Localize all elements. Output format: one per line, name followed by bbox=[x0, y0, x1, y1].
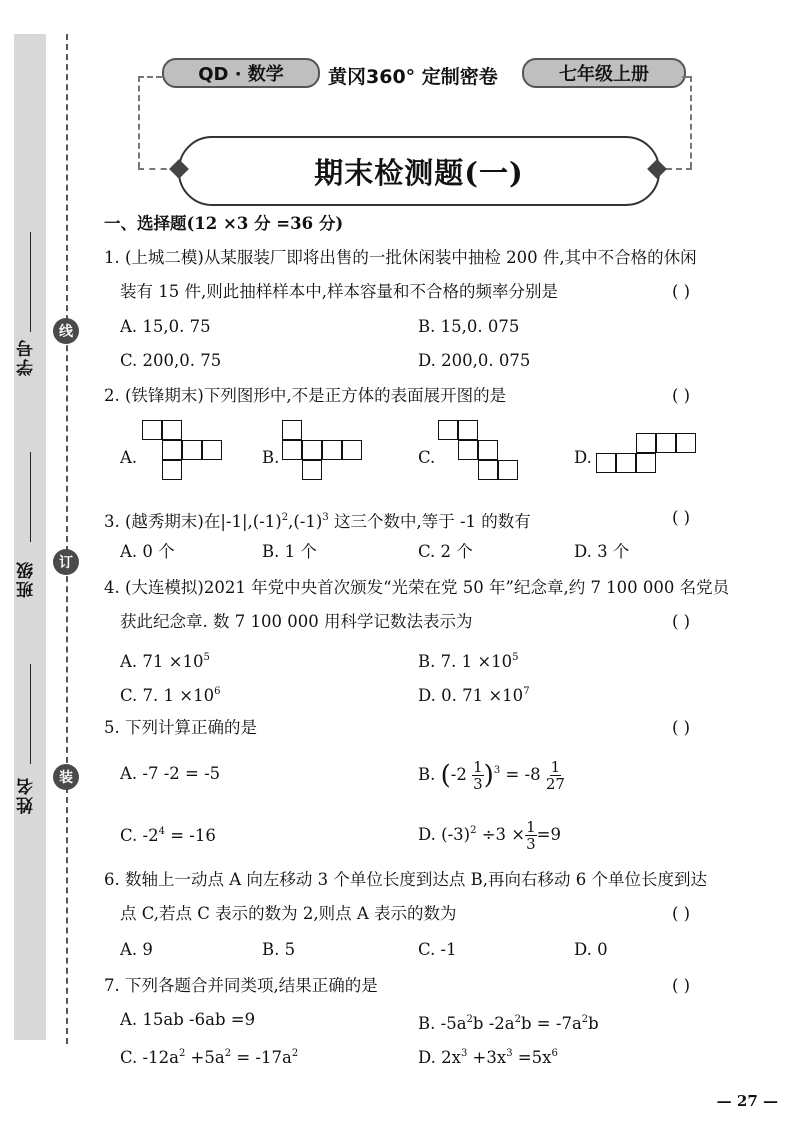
q2-option-a[interactable]: A. bbox=[120, 448, 138, 467]
q6-option-b[interactable]: B. 5 bbox=[262, 940, 296, 959]
header-series: 黄冈360° 定制密卷 bbox=[328, 66, 498, 88]
q1-option-a[interactable]: A. 15,0. 75 bbox=[120, 317, 211, 336]
class-line bbox=[30, 452, 31, 542]
q6-stem-line1: 6. 数轴上一动点 A 向左移动 3 个单位长度到达点 B,再向右移动 6 个单位长度到达 bbox=[104, 870, 707, 889]
q3-answer-paren[interactable]: ( ) bbox=[672, 508, 691, 527]
q5-option-b[interactable]: B. (-2 $\frac{1}{3}$ )$^3$ = -8 $\frac{1}{27}$ bbox=[418, 758, 565, 793]
q6-answer-paren[interactable]: ( ) bbox=[672, 904, 691, 923]
page-number: — 27 — bbox=[716, 1092, 778, 1110]
q5-option-a[interactable]: A. -7 -2 = -5 bbox=[120, 764, 221, 783]
q7-option-a[interactable]: A. 15ab -6ab =9 bbox=[120, 1010, 256, 1029]
q1-answer-paren[interactable]: ( ) bbox=[672, 282, 691, 301]
q7-answer-paren[interactable]: ( ) bbox=[672, 976, 691, 995]
q5-option-c[interactable]: C. $-2^4 = -16$ bbox=[120, 826, 216, 845]
q2-option-d[interactable]: D. bbox=[574, 448, 592, 467]
q3-option-c[interactable]: C. 2 个 bbox=[418, 542, 473, 561]
q7-option-c[interactable]: C. $-12a^2 +5a^2 = -17a^2$ bbox=[120, 1048, 299, 1067]
mark-line: 线 bbox=[53, 318, 79, 344]
q4-stem-line1: 4. (大连模拟)2021 年党中央首次颁发“光荣在党 50 年”纪念章,约 7 100 000 名党员 bbox=[104, 578, 730, 597]
frame-dash-left bbox=[138, 76, 140, 168]
page-title: 期末检测题(一) bbox=[178, 136, 660, 206]
q6-option-a[interactable]: A. 9 bbox=[120, 940, 153, 959]
q4-stem-line2: 获此纪念章. 数 7 100 000 用科学记数法表示为 bbox=[120, 612, 473, 631]
q3-option-b[interactable]: B. 1 个 bbox=[262, 542, 317, 561]
frame-dash-rt bbox=[682, 76, 692, 78]
q5-option-d[interactable]: D. $(-3)^2 \div 3$ × $\frac{1}{3}$ =9 bbox=[418, 818, 561, 853]
subject-pill: QD · 数学 bbox=[162, 58, 320, 88]
q2-answer-paren[interactable]: ( ) bbox=[672, 386, 691, 405]
q4-option-d[interactable]: D. 0. $71 \times 10^7$ bbox=[418, 686, 530, 705]
q6-option-d[interactable]: D. 0 bbox=[574, 940, 608, 959]
q6-option-c[interactable]: C. -1 bbox=[418, 940, 457, 959]
q6-stem-line2: 点 C,若点 C 表示的数为 2,则点 A 表示的数为 bbox=[120, 904, 457, 923]
q4-answer-paren[interactable]: ( ) bbox=[672, 612, 691, 631]
q2-option-c[interactable]: C. bbox=[418, 448, 436, 467]
q5-stem: 5. 下列计算正确的是 bbox=[104, 718, 257, 737]
frame-dash-lt bbox=[138, 76, 162, 78]
name-label: 姓名 bbox=[17, 776, 37, 814]
q2-option-b[interactable]: B. bbox=[262, 448, 280, 467]
q1-option-d[interactable]: D. 200,0. 075 bbox=[418, 351, 531, 370]
q4-option-c[interactable]: C. 7. $1 \times 10^6$ bbox=[120, 686, 221, 705]
mark-bind: 装 bbox=[53, 764, 79, 790]
q5-answer-paren[interactable]: ( ) bbox=[672, 718, 691, 737]
q3-option-d[interactable]: D. 3 个 bbox=[574, 542, 630, 561]
q4-option-a[interactable]: A. $71 \times 10^5$ bbox=[120, 652, 210, 671]
q3-stem: 3. (越秀期末)在$|-1|,(-1)^2,(-1)^3$ 这三个数中,等于 -1 的数有 bbox=[104, 512, 531, 531]
q3-option-a[interactable]: A. 0 个 bbox=[120, 542, 175, 561]
frame-dash-right bbox=[690, 76, 692, 168]
cut-line bbox=[66, 34, 68, 1044]
q4-option-b[interactable]: B. 7. $1 \times 10^5$ bbox=[418, 652, 519, 671]
student-id-label: 学号 bbox=[17, 338, 37, 376]
q1-option-c[interactable]: C. 200,0. 75 bbox=[120, 351, 222, 370]
mark-staple: 订 bbox=[53, 549, 79, 575]
q1-option-b[interactable]: B. 15,0. 075 bbox=[418, 317, 520, 336]
q7-stem: 7. 下列各题合并同类项,结果正确的是 bbox=[104, 976, 378, 995]
q7-option-b[interactable]: B. $-5a^2b$ $-2a^2b = -7a^2b$ bbox=[418, 1014, 599, 1033]
student-id-line bbox=[30, 232, 31, 332]
section-heading: 一、选择题(12 ×3 分 =36 分) bbox=[104, 214, 344, 233]
grade-pill: 七年级上册 bbox=[522, 58, 686, 88]
name-line bbox=[30, 664, 31, 764]
q2-stem: 2. (铁锋期末)下列图形中,不是正方体的表面展开图的是 bbox=[104, 386, 507, 405]
q1-stem-line2: 装有 15 件,则此抽样样本中,样本容量和不合格的频率分别是 bbox=[120, 282, 558, 301]
q7-option-d[interactable]: D. $2x^3 +3x^3 =5x^6$ bbox=[418, 1048, 558, 1067]
class-label: 班级 bbox=[17, 560, 37, 598]
q1-stem-line1: 1. (上城二模)从某服装厂即将出售的一批休闲装中抽检 200 件,其中不合格的休闲 bbox=[104, 248, 697, 267]
